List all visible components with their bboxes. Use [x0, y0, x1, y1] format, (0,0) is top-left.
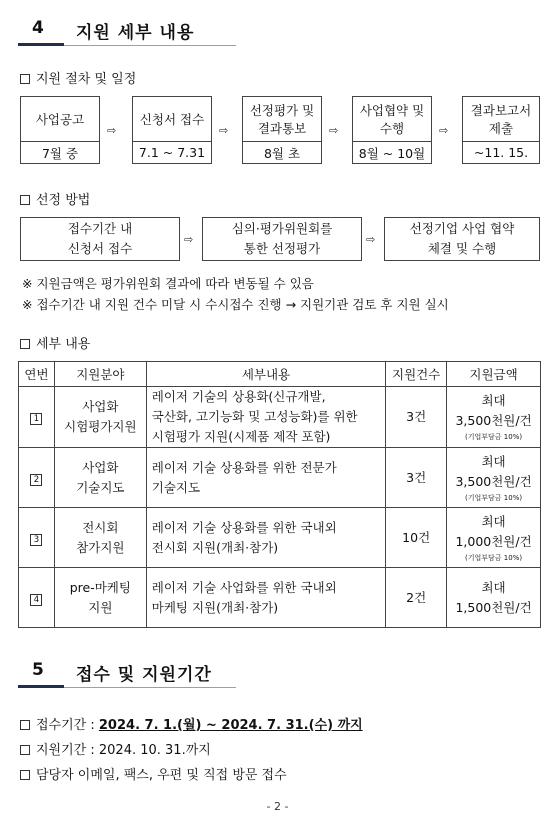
method-line: 신청서 접수 [67, 241, 133, 256]
step-label-line: 수행 [379, 121, 405, 136]
support-period: 지원기간 : 2024. 10. 31.까지 [20, 739, 211, 758]
step-label: 사업공고 [35, 112, 85, 127]
method-box-application [20, 217, 180, 261]
step-date: 7.1 ~ 7.31 [133, 141, 211, 163]
method-line: 심의·평가위원회를 [231, 221, 333, 236]
reception-dates: 2024. 7. 1.(월) ~ 2024. 7. 31.(수) 까지 [98, 718, 363, 733]
header-no: 연번 [19, 362, 55, 387]
heading-underline-dark [18, 43, 64, 46]
method-line: 선정기업 사업 협약 [409, 221, 515, 236]
step-application [132, 96, 212, 164]
step-label-line: 결과보고서 [470, 103, 532, 118]
row-number: 1 [30, 413, 42, 425]
square-bullet-icon [20, 770, 30, 780]
arrow-right-icon: ⇨ [366, 233, 376, 246]
square-bullet-icon [20, 339, 30, 349]
square-bullet-icon [20, 720, 30, 730]
step-report [462, 96, 540, 164]
step-date: 8월 ~ 10월 [353, 141, 431, 163]
row-number: 2 [30, 474, 42, 486]
method-box-evaluation [202, 217, 362, 261]
arrow-right-icon: ⇨ [107, 124, 117, 137]
details-table [18, 361, 541, 628]
method-line: 접수기간 내 [67, 221, 133, 236]
amount-note: (기업부담금 10%) [465, 493, 523, 502]
step-date: ~11. 15. [463, 141, 539, 163]
amount-note: (기업부담금 10%) [465, 553, 523, 562]
header-desc: 세부내용 [146, 362, 385, 387]
step-date: 7월 중 [21, 141, 99, 163]
section-number: 4 [32, 18, 44, 38]
heading-underline-dark [18, 685, 64, 688]
row-number: 3 [30, 534, 42, 546]
amount-note: (기업부담금 10%) [465, 433, 523, 441]
header-amount: 지원금액 [447, 362, 541, 387]
contact-methods: 담당자 이메일, 팩스, 우편 및 직접 방문 접수 [20, 764, 287, 783]
row-count: 2건 [386, 568, 447, 628]
page-number: - 2 - [266, 800, 289, 813]
step-announcement [20, 96, 100, 164]
table-row: 4 pre-마케팅 지원 레이저 기술 사업화를 위한 국내외 마케팅 지원(개최·참가) 2건 최대 1,500천원/건 [19, 568, 541, 628]
section-title: 접수 및 지원기간 [76, 665, 212, 685]
arrow-right-icon: ⇨ [329, 124, 339, 137]
reception-period: 접수기간 : 2024. 7. 1.(월) ~ 2024. 7. 31.(수) 까지 [20, 714, 363, 733]
heading-underline-light [64, 687, 236, 689]
method-line: 체결 및 수행 [427, 241, 497, 256]
step-evaluation [242, 96, 322, 164]
step-label-line: 결과통보 [257, 121, 307, 136]
table-row: 1 사업화 시험평가지원 레이저 기술의 상용화(신규개발, 국산화, 고기능화 및 고성능화)를 위한 시험평가 지원(시제품 제작 포함) 3건 최대 3,500천원/건 (기업부담금 10%) [19, 387, 541, 448]
arrow-right-icon: ⇨ [219, 124, 229, 137]
section-number: 5 [32, 660, 44, 680]
note-amount: ※ 지원금액은 평가위원회 결과에 따라 변동될 수 있음 [22, 276, 314, 291]
square-bullet-icon [20, 74, 30, 84]
details-heading: 세부 내용 [20, 333, 90, 352]
step-label-line: 사업협약 및 [359, 103, 425, 118]
step-label-line: 선정평가 및 [249, 103, 315, 118]
header-count: 지원건수 [386, 362, 447, 387]
row-count: 3건 [386, 448, 447, 508]
heading-underline-light [64, 45, 236, 47]
step-label-line: 제출 [488, 121, 514, 136]
section-4-heading [18, 16, 236, 46]
step-date: 8월 초 [243, 141, 321, 163]
arrow-right-icon: ⇨ [439, 124, 449, 137]
method-line: 통한 선정평가 [243, 241, 321, 256]
method-heading: 선정 방법 [20, 189, 90, 208]
arrow-right-icon: ⇨ [184, 233, 194, 246]
section-title: 지원 세부 내용 [76, 23, 195, 43]
square-bullet-icon [20, 745, 30, 755]
header-field: 지원분야 [54, 362, 146, 387]
row-number: 4 [30, 594, 42, 606]
row-count: 3건 [386, 387, 447, 448]
square-bullet-icon [20, 195, 30, 205]
method-box-agreement [384, 217, 540, 261]
row-count: 10건 [386, 508, 447, 568]
note-rolling-reception: ※ 접수기간 내 지원 건수 미달 시 수시접수 진행 → 지원기관 검토 후 지원 실시 [22, 297, 449, 312]
procedure-heading: 지원 절차 및 일정 [20, 68, 136, 87]
section-5-heading [18, 658, 236, 688]
step-label: 신청서 접수 [139, 112, 205, 127]
table-header-row [19, 362, 541, 387]
step-agreement [352, 96, 432, 164]
table-row: 2 사업화 기술지도 레이저 기술 상용화를 위한 전문가 기술지도 3건 최대 3,500천원/건 (기업부담금 10%) [19, 448, 541, 508]
table-row: 3 전시회 참가지원 레이저 기술 상용화를 위한 국내외 전시회 지원(개최·참가) 10건 최대 1,000천원/건 (기업부담금 10%) [19, 508, 541, 568]
